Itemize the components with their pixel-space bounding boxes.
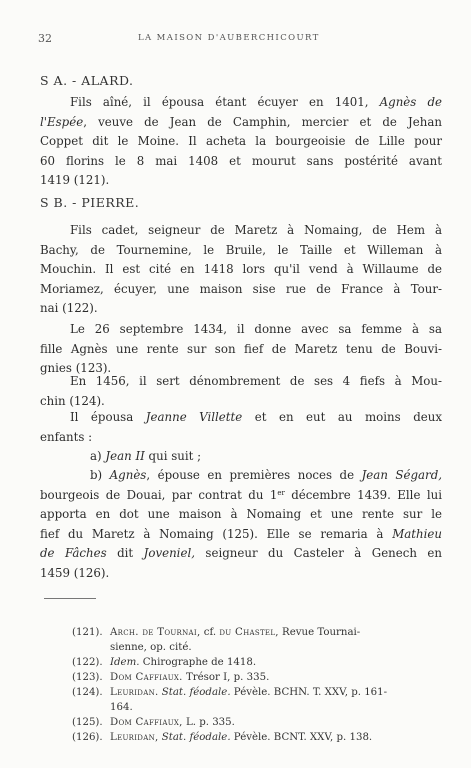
section-a-heading: S A. - ALARD.: [40, 73, 134, 88]
text-line: 1419 (121).: [40, 173, 110, 187]
text-line: 1459 (126).: [40, 565, 110, 580]
footnote: (121). Arch. de Tournai, cf. du Chastel, Revue Tournai- sienne, op. cité.: [72, 627, 361, 653]
child-a-entry: [40, 447, 442, 467]
text-line: Fils aîné, il épousa étant écuyer en 1401, Agnès de: [70, 95, 442, 109]
footnote: (123). Dom Caffiaux. Trésor I, p. 335.: [72, 672, 270, 683]
footnote: (125). Dom Caffiaux, L. p. 335.: [72, 717, 235, 728]
child-b-entry: [40, 466, 442, 583]
section-a-paragraph: [40, 93, 442, 191]
text-line: Mouchin. Il est cité en 1418 lors qu'il vend à Willaume de: [40, 262, 442, 276]
section-b-paragraph-1: [40, 221, 442, 319]
text-line: enfants :: [40, 429, 93, 444]
running-header: [38, 32, 433, 46]
text-line: l'Espée, veuve de Jean de Camphin, mercier et de Jehan: [40, 114, 442, 129]
text-line: nai (122).: [40, 301, 98, 315]
text-line: a) Jean II qui suit ;: [90, 449, 202, 463]
text-line: Le 26 septembre 1434, il donne avec sa femme à sa: [70, 322, 442, 336]
text-line: chin (124).: [40, 393, 105, 408]
section-b-paragraph-2: [40, 320, 442, 379]
text-line: En 1456, il sert dénombrement de ses 4 fiefs à Mou-: [70, 374, 442, 388]
section-b-heading: S B. - PIERRE.: [40, 195, 140, 210]
text-line: bourgeois de Douai, par contrat du 1er décembre 1439. Elle lui: [40, 487, 442, 502]
text-line: Fils cadet, seigneur de Maretz à Nomaing, de Hem à: [70, 223, 442, 237]
running-title: LA MAISON D'AUBERCHICOURT: [138, 33, 320, 43]
footnotes: [72, 625, 444, 745]
footnote: (124). Leuridan. Stat. féodale. Pévèle. BCHN. T. XXV, p. 161- 164.: [72, 687, 388, 713]
footnote-divider: [44, 598, 96, 599]
text-line: fief du Maretz à Nomaing (125). Elle se remaria à Mathieu: [40, 526, 442, 541]
page-number: 32: [38, 32, 52, 45]
footnote: (126). Leuridan, Stat. féodale. Pévèle. BCNT. XXV, p. 138.: [72, 732, 373, 743]
section-b-paragraph-3: [40, 372, 442, 411]
text-line: Bachy, de Tournemine, le Bruile, le Taille et Willeman à: [40, 242, 442, 257]
footnote: (122). Idem. Chirographe de 1418.: [72, 657, 257, 668]
text-line: Il épousa Jeanne Villette et en eut au moins deux: [70, 410, 442, 424]
text-line: Coppet dit le Moine. Il acheta la bourgeoisie de Lille pour: [40, 134, 442, 148]
text-line: Moriamez, écuyer, une maison sise rue de France à Tour-: [40, 281, 442, 296]
text-line: b) Agnès, épouse en premières noces de Jean Ségard,: [90, 468, 442, 482]
text-line: fille Agnès une rente sur son fief de Maretz tenu de Bouvi-: [40, 341, 442, 356]
text-line: apporta en dot une maison à Nomaing et une rente sur le: [40, 507, 442, 521]
text-line: 60 florins le 8 mai 1408 et mourut sans postérité avant: [40, 153, 442, 168]
text-line: de Fâches dit Joveniel, seigneur du Casteler à Genech en: [40, 546, 442, 560]
text-line: gnies (123).: [40, 361, 112, 375]
section-b-paragraph-4: [40, 408, 442, 447]
